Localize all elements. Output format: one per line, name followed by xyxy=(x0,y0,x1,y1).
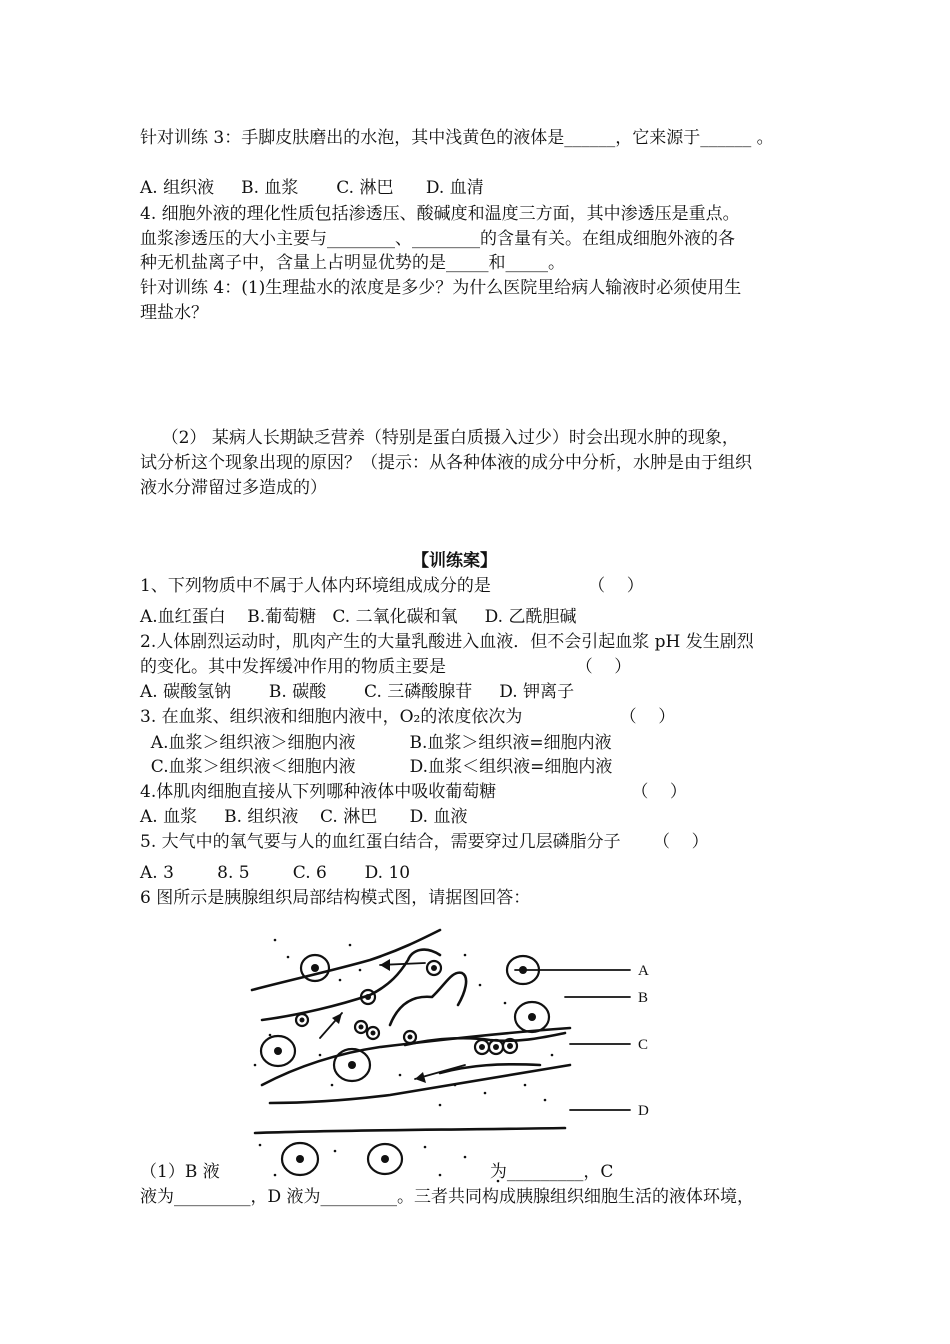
label-d: D xyxy=(638,1103,649,1119)
label-a: A xyxy=(638,963,649,979)
line-practice4-q2-2: 试分析这个现象出现的原因？（提示：从各种体液的成分中分析，水肿是由于组织 xyxy=(140,453,752,473)
capillary-lower-wall xyxy=(262,950,440,1020)
question-4: 4.体肌肉细胞直接从下列哪种液体中吸收葡萄糖 （ ） xyxy=(140,782,687,802)
line-point4-2: 血浆渗透压的大小主要与________、________的含量有关。在组成细胞外液的各 xyxy=(140,229,735,249)
line-point4-3: 种无机盐离子中，含量上占明显优势的是_____和_____。 xyxy=(140,253,565,273)
question-3-options-cd: C.血浆＞组织液＜细胞内液 D.血浆＜组织液=细胞内液 xyxy=(140,757,613,777)
question-2-line1: 2.人体剧烈运动时，肌肉产生的大量乳酸进入血液．但不会引起血浆 pH 发生剧烈 xyxy=(140,632,754,652)
pancreas-tissue-diagram xyxy=(240,925,670,1190)
question-2-options: A. 碳酸氢钠 B. 碳酸 C. 三磷酸腺苷 D. 钾离子 xyxy=(140,682,575,702)
question-4-options: A. 血浆 B. 组织液 C. 淋巴 D. 血液 xyxy=(140,807,468,827)
question-3: 3. 在血浆、组织液和细胞内液中，O₂的浓度依次为 （ ） xyxy=(140,707,676,727)
question-5: 5. 大气中的氧气要与人的血红蛋白结合，需要穿过几层磷脂分子 （ ） xyxy=(140,832,709,852)
question-1: 1、下列物质中不属于人体内环境组成成分的是 （ ） xyxy=(140,576,644,596)
line-point4-1: 4. 细胞外液的理化性质包括渗透压、酸碱度和温度三方面，其中渗透压是重点。 xyxy=(140,204,740,224)
section-title: 【训练案】 xyxy=(412,551,497,571)
line-practice3: 针对训练 3：手脚皮肤磨出的水泡，其中浅黄色的液体是______，它来源于______ 。 xyxy=(140,128,774,148)
label-c: C xyxy=(638,1037,649,1053)
label-b: B xyxy=(638,990,649,1006)
question-2-line2: 的变化。其中发挥缓冲作用的物质主要是 （ ） xyxy=(140,657,632,677)
question-3-options-ab: A.血浆＞组织液＞细胞内液 B.血浆＞组织液=细胞内液 xyxy=(140,733,612,753)
question-5-options: A. 3 8. 5 C. 6 D. 10 xyxy=(140,863,411,883)
question-6: 6 图所示是胰腺组织局部结构模式图，请据图回答： xyxy=(140,888,531,908)
line-practice4-1: 针对训练 4：(1)生理盐水的浓度是多少？为什么医院里给病人输液时必须使用生 xyxy=(140,278,742,298)
line-practice4-q2-3: 液水分滞留过多造成的） xyxy=(140,478,327,498)
line-practice4-q2-1: （2） 某病人长期缺乏营养（特别是蛋白质摄入过少）时会出现水肿的现象， xyxy=(140,428,739,448)
line-practice3-options: A. 组织液 B. 血浆 C. 淋巴 D. 血清 xyxy=(140,178,484,198)
question-6-sub1-line2: 液为_________，D 液为_________。三者共同构成胰腺组织细胞生活的液体环境， xyxy=(140,1187,755,1207)
vessel-base-line xyxy=(255,1128,565,1133)
line-practice4-2: 理盐水？ xyxy=(140,303,208,323)
capillary-upper-wall xyxy=(252,930,440,990)
vessel-loop xyxy=(390,973,466,1025)
question-6-sub1-line1: （1）B 液 为_________，C xyxy=(140,1162,614,1182)
question-1-options: A.血红蛋白 B.葡萄糖 C. 二氧化碳和氧 D. 乙酰胆碱 xyxy=(140,607,577,627)
